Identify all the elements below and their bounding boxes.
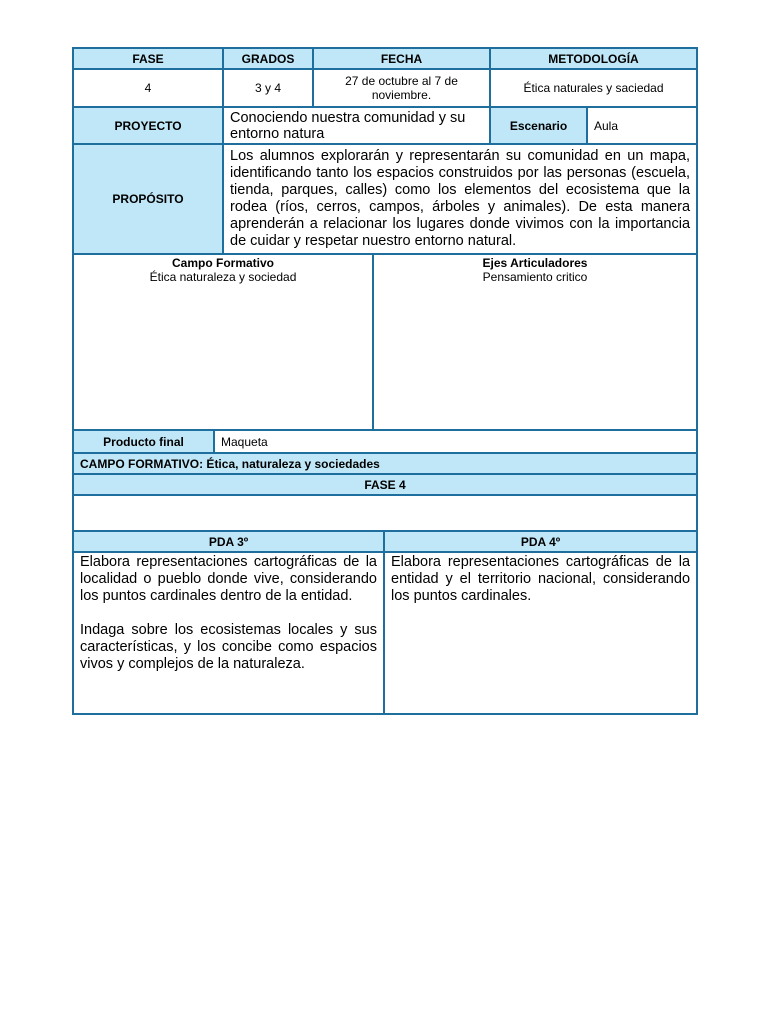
pda3-paragraph-2: Indaga sobre los ecosistemas locales y sus características, y los concibe como espacios vivos y complejos de la naturaleza. bbox=[80, 622, 377, 672]
grados-header: GRADOS bbox=[223, 48, 313, 69]
pda4-cell bbox=[384, 552, 697, 714]
planning-document bbox=[72, 47, 696, 715]
pda3-header: PDA 3º bbox=[73, 531, 384, 552]
ejes-value: Pensamiento critico bbox=[482, 270, 588, 284]
producto-label: Producto final bbox=[73, 430, 214, 453]
proyecto-value: Conociendo nuestra comunidad y su entorno natura bbox=[223, 107, 490, 144]
fecha-value: 27 de octubre al 7 de noviembre. bbox=[313, 69, 490, 107]
proposito-text: Los alumnos explorarán y representarán su comunidad en un mapa, identificando tanto los espacios construidos por las personas (escuela, tienda, parques, calles) como los elementos del ecosistema que la rodea (ríos, cerros, campos, árboles y animales). De esta manera aprenderán a relacionar los lugares donde vivimos con la importancia de cuidar y respetar nuestro entorno natural. bbox=[223, 144, 697, 254]
empty-row bbox=[73, 495, 697, 531]
header-table bbox=[72, 47, 698, 255]
grados-value: 3 y 4 bbox=[223, 69, 313, 107]
producto-value: Maqueta bbox=[214, 430, 697, 453]
pda4-header: PDA 4º bbox=[384, 531, 697, 552]
pda-table bbox=[72, 452, 698, 715]
ejes-cell bbox=[373, 254, 697, 430]
producto-table bbox=[72, 429, 698, 454]
escenario-label: Escenario bbox=[490, 107, 587, 144]
campo-formativo-cell bbox=[73, 254, 373, 430]
escenario-value: Aula bbox=[587, 107, 697, 144]
fecha-header: FECHA bbox=[313, 48, 490, 69]
fase-title: FASE 4 bbox=[73, 474, 697, 495]
campo-formativo-value: Ética naturaleza y sociedad bbox=[149, 270, 297, 284]
pda4-paragraph-1: Elabora representaciones cartográficas de la entidad y el territorio nacional, considerando los puntos cardinales. bbox=[391, 554, 691, 604]
campo-formativo-title: CAMPO FORMATIVO: Ética, naturaleza y sociedades bbox=[73, 453, 697, 474]
fase-header: FASE bbox=[73, 48, 223, 69]
proposito-label: PROPÓSITO bbox=[73, 144, 223, 254]
metodologia-value: Ética naturales y saciedad bbox=[490, 69, 697, 107]
campo-formativo-label: Campo Formativo bbox=[171, 256, 274, 270]
fase-value: 4 bbox=[73, 69, 223, 107]
pda3-paragraph-1: Elabora representaciones cartográficas de la localidad o pueblo donde vive, considerando los puntos cardinales dentro de la entidad. bbox=[80, 554, 377, 604]
pda3-cell bbox=[73, 552, 384, 714]
campo-table bbox=[72, 253, 698, 431]
metodologia-header: METODOLOGÍA bbox=[490, 48, 697, 69]
ejes-label: Ejes Articuladores bbox=[482, 256, 588, 270]
proyecto-label: PROYECTO bbox=[73, 107, 223, 144]
